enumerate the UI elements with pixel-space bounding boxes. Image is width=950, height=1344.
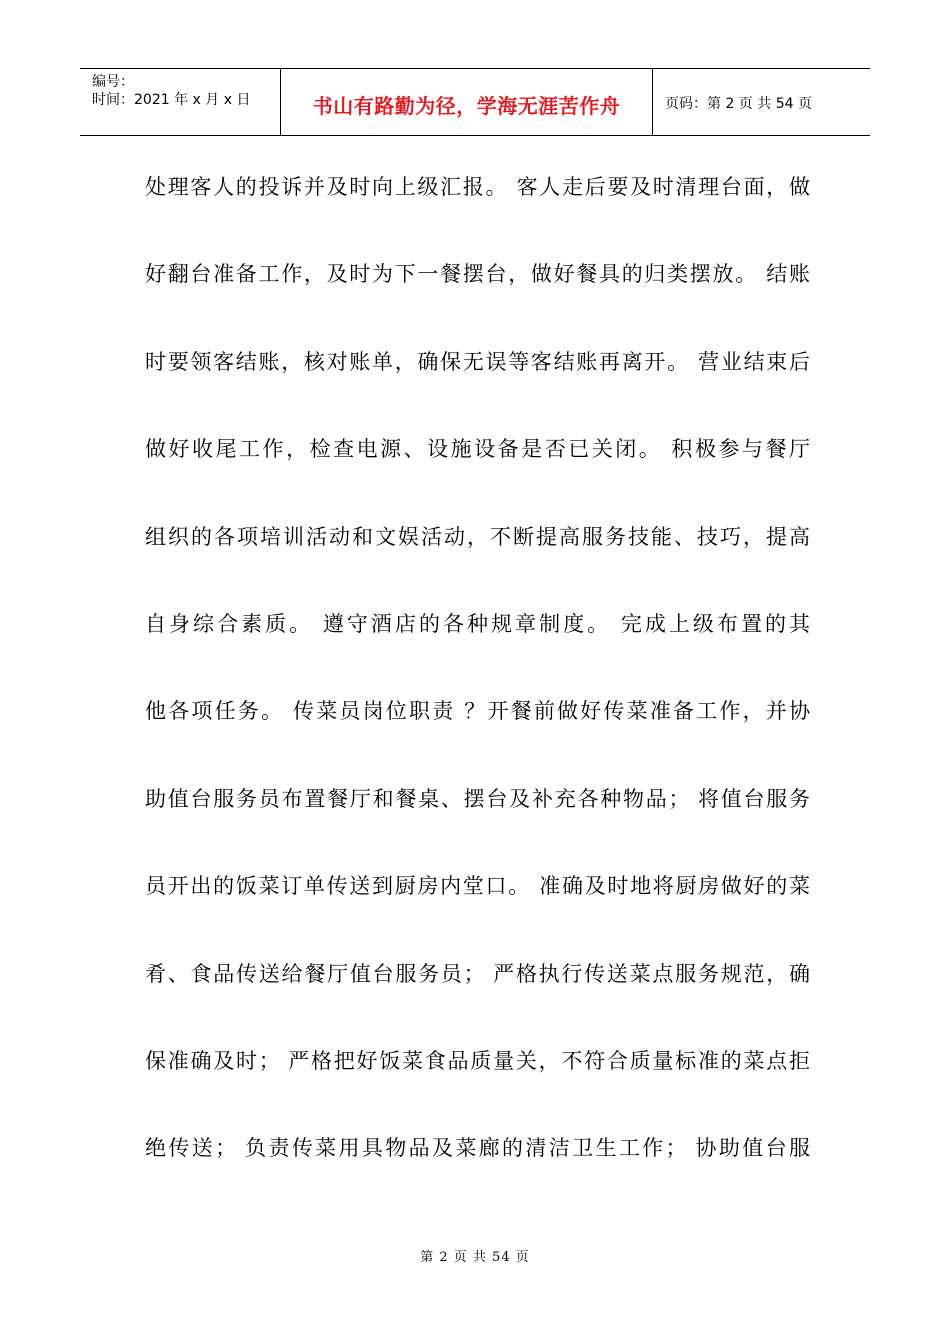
body-line: 助值台服务员布置餐厅和餐桌、摆台及补充各种物品； 将值台服务 bbox=[145, 786, 810, 811]
page-info-text: 页码：第 2 页 共 54 页 bbox=[665, 96, 812, 112]
page-header bbox=[80, 68, 870, 136]
header-motto-cell bbox=[281, 69, 653, 135]
body-line: 做好收尾工作，检查电源、设施设备是否已关闭。 积极参与餐厅 bbox=[145, 437, 810, 462]
serial-label: 编号： bbox=[92, 74, 134, 90]
body-line: 处理客人的投诉并及时向上级汇报。 客人走后要及时清理台面，做 bbox=[145, 175, 810, 199]
body-line: 他各项任务。 传菜员岗位职责 ？开餐前做好传菜准备工作，并协 bbox=[145, 699, 810, 724]
date-label: 时间：2021 年 x 月 x 日 bbox=[92, 92, 251, 108]
body-line: 时要领客结账，核对账单，确保无误等客结账再离开。 营业结束后 bbox=[145, 349, 810, 374]
header-page-info bbox=[653, 69, 870, 135]
document-body bbox=[145, 160, 810, 1209]
body-line: 自身综合素质。 遵守酒店的各种规章制度。 完成上级布置的其 bbox=[145, 611, 810, 636]
body-line: 员开出的饭菜订单传送到厨房内堂口。 准确及时地将厨房做好的菜 bbox=[145, 874, 810, 899]
body-line: 好翻台准备工作，及时为下一餐摆台，做好餐具的归类摆放。 结账 bbox=[145, 262, 810, 287]
footer-page-number: 第 2 页 共 54 页 bbox=[420, 1250, 530, 1265]
body-line: 肴、食品传送给餐厅值台服务员； 严格执行传送菜点服务规范，确 bbox=[145, 961, 810, 986]
body-line: 保准确及时； 严格把好饭菜食品质量关，不符合质量标准的菜点拒 bbox=[145, 1048, 810, 1073]
body-line: 组织的各项培训活动和文娱活动，不断提高服务技能、技巧，提高 bbox=[145, 524, 810, 549]
page-footer bbox=[0, 1246, 950, 1265]
motto-text: 书山有路勤为径，学海无涯苦作舟 bbox=[312, 93, 621, 118]
header-meta bbox=[80, 69, 281, 135]
body-line: 绝传送； 负责传菜用具物品及菜廊的清洁卫生工作； 协助值台服 bbox=[145, 1136, 810, 1161]
